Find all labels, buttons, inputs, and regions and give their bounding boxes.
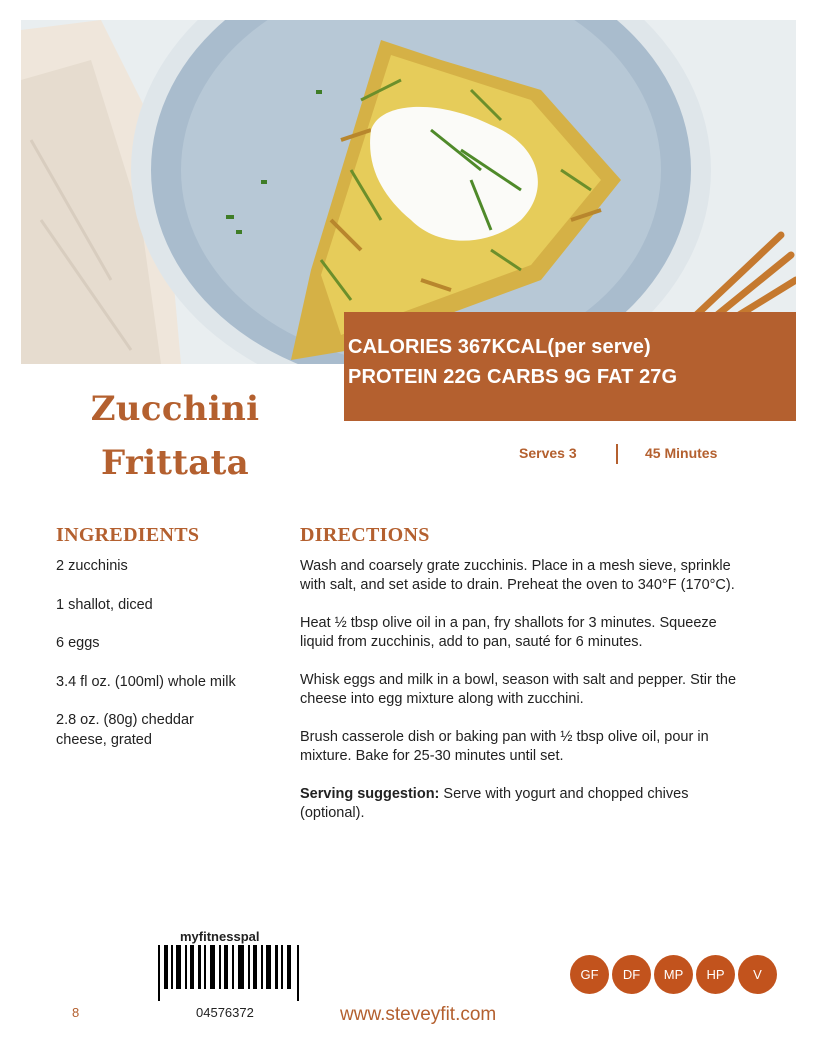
direction-step: Whisk eggs and milk in a bowl, season with salt and pepper. Stir the cheese into egg mixture along with zucchini.: [300, 672, 737, 707]
barcode-number: 04576372: [196, 1005, 254, 1020]
badge-hp: HP: [696, 955, 735, 994]
badge-gf: GF: [570, 955, 609, 994]
ingredient-item: 3.4 fl oz. (100ml) whole milk: [56, 673, 236, 690]
recipe-title: [60, 382, 290, 490]
recipe-title-line1: Zucchini: [90, 389, 260, 429]
ingredients-heading: INGREDIENTS: [56, 524, 200, 546]
badge-v: V: [738, 955, 777, 994]
serving-suggestion: [300, 785, 745, 823]
directions-heading: DIRECTIONS: [300, 524, 430, 546]
direction-step: Brush casserole dish or baking pan with ½ tbsp olive oil, pour in mixture. Bake for 25-30 minutes until set.: [300, 729, 709, 764]
nutrition-line-macros: PROTEIN 22G CARBS 9G FAT 27G: [348, 366, 678, 388]
badge-mp: MP: [654, 955, 693, 994]
ingredient-item: 6 eggs: [56, 635, 100, 651]
direction-step: Heat ½ tbsp olive oil in a pan, fry shallots for 3 minutes. Squeeze liquid from zucchinis, add to pan, sauté for 6 minutes.: [300, 615, 717, 650]
direction-step: Wash and coarsely grate zucchinis. Place in a mesh sieve, sprinkle with salt, and set aside to drain. Preheat the oven to 340°F (170°C).: [300, 558, 735, 593]
serving-suggestion-text: Serve with yogurt and chopped chives (optional).: [300, 786, 689, 821]
ingredient-item: 2 zucchinis: [56, 558, 128, 574]
serving-suggestion-label: Serving suggestion:: [300, 786, 440, 802]
recipe-title-line2: Frittata: [101, 443, 249, 483]
page-number: 8: [72, 1005, 80, 1020]
nutrition-box: [344, 312, 796, 421]
badge-df: DF: [612, 955, 651, 994]
meta-divider: [616, 444, 618, 464]
barcode-icon: [158, 945, 300, 1006]
ingredients-list: [56, 557, 276, 769]
website-link[interactable]: www.steveyfit.com: [340, 1004, 497, 1025]
ingredient-item: 1 shallot, diced: [56, 596, 153, 613]
diet-badges: [570, 955, 777, 994]
time-label: 45 Minutes: [645, 445, 718, 461]
directions-list: [300, 557, 745, 842]
nutrition-line-calories: CALORIES 367KCAL(per serve): [348, 336, 651, 358]
serves-label: Serves 3: [519, 445, 577, 461]
ingredient-item: 2.8 oz. (80g) cheddar cheese, grated: [56, 712, 194, 748]
brand-label: myfitnesspal: [180, 929, 260, 944]
